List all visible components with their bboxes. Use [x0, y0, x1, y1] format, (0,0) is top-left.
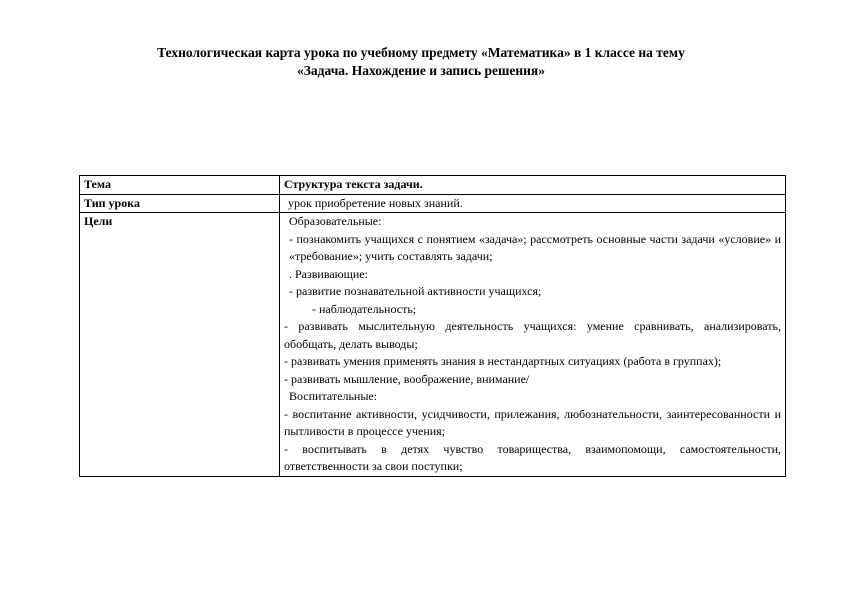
goals-heading-educational: Образовательные:	[289, 214, 382, 228]
lesson-type-value: урок приобретение новых знаний.	[280, 194, 786, 213]
table-row-goals	[80, 213, 786, 477]
goals-item-developmental-1: - развитие познавательной активности учащихся;	[289, 284, 542, 298]
document-title	[60, 44, 782, 80]
topic-label: Тема	[80, 176, 280, 195]
goals-item-educational-1: - познакомить учащихся с понятием «задача»; рассмотреть основные части задачи «условие» и «требование»; учить составлять задачи;	[289, 231, 781, 263]
lesson-table	[79, 175, 786, 477]
goals-item-developmental-3: - развивать мыслительную деятельность учащихся: умение сравнивать, анализировать, обобщать, делать выводы;	[284, 319, 781, 351]
title-line-1: Технологическая карта урока по учебному предмету «Математика» в 1 классе на тему	[157, 45, 685, 60]
goals-heading-upbringing: Воспитательные:	[289, 389, 378, 403]
title-line-2: «Задача. Нахождение и запись решения»	[297, 63, 545, 78]
goals-item-developmental-4: - развивать умения применять знания в нестандартных ситуациях (работа в группах);	[284, 354, 722, 368]
goals-item-developmental-2: - наблюдательность;	[312, 301, 417, 316]
goals-value	[280, 213, 786, 477]
goals-item-upbringing-1: - воспитание активности, усидчивости, прилежания, любознательности, заинтересованности и пытливости в процессе учения;	[284, 406, 781, 438]
table-row-lesson-type	[80, 194, 786, 213]
goals-label: Цели	[80, 213, 280, 477]
lesson-type-label: Тип урока	[80, 194, 280, 213]
goals-heading-developmental: . Развивающие:	[289, 266, 368, 281]
table-row-topic	[80, 176, 786, 195]
topic-value: Структура текста задачи.	[280, 176, 786, 195]
goals-item-developmental-5: - развивать мышление, воображение, внимание/	[284, 371, 530, 386]
goals-item-upbringing-2: - воспитывать в детях чувство товарищества, взаимопомощи, самостоятельности, ответственности за свои поступки;	[284, 441, 781, 473]
